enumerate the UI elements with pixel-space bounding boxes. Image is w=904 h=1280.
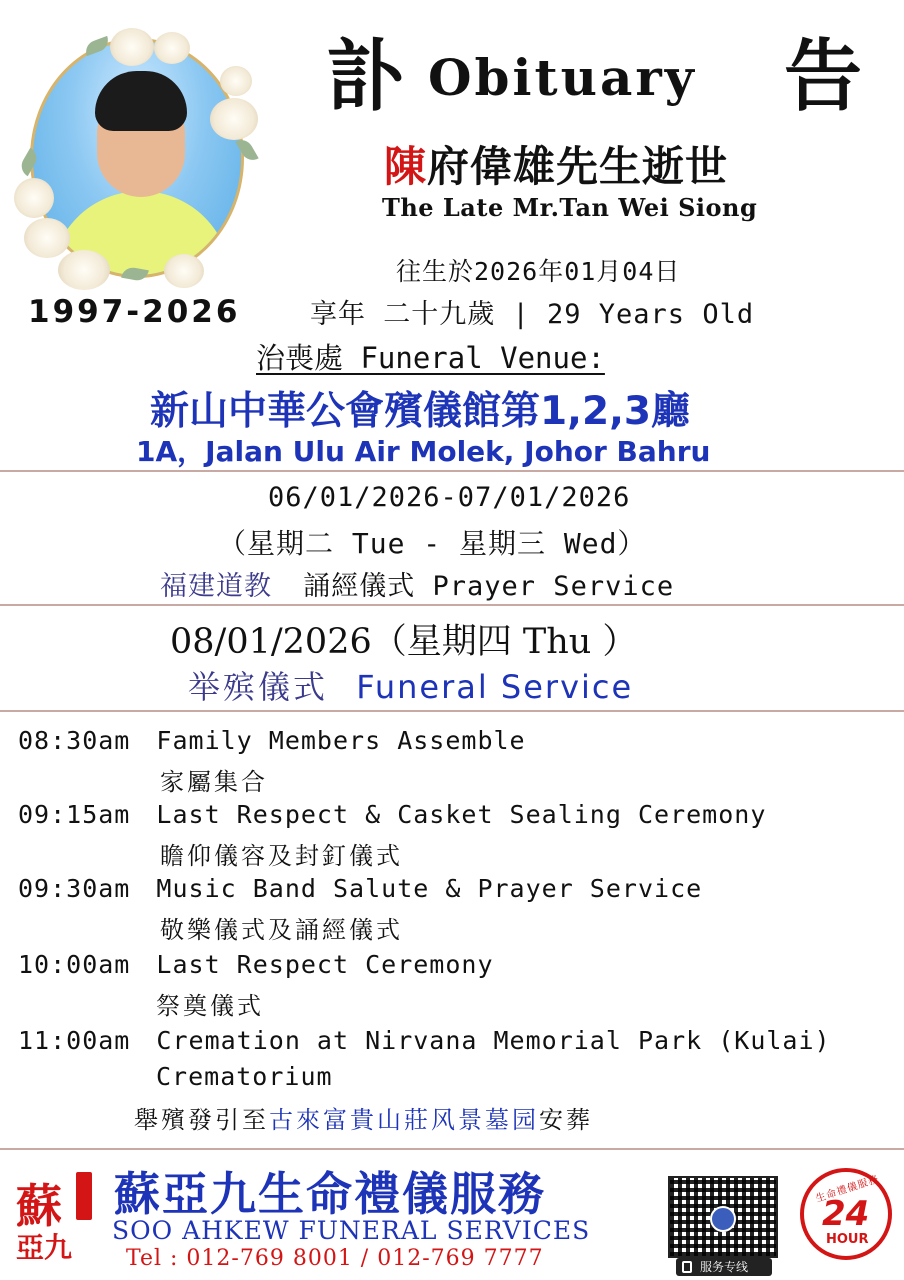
schedule-time: 11:00am xyxy=(18,1026,131,1055)
schedule-item xyxy=(18,800,766,829)
facebook-icon xyxy=(710,1206,736,1232)
venue-label: 治喪處 Funeral Venue: xyxy=(256,341,605,375)
logo-char-bottom: 亞九 xyxy=(16,1231,73,1264)
funeral-label-cn: 举殡儀式 xyxy=(188,668,329,706)
schedule-item xyxy=(18,950,494,979)
prayer-days: （星期二 Tue - 星期三 Wed） xyxy=(218,527,647,560)
logo-char-top: 蘇 xyxy=(16,1179,62,1233)
title-char-left: 訃 xyxy=(326,31,405,122)
badge-number: 24 xyxy=(822,1194,870,1234)
prayer-religion: 福建道教 xyxy=(160,571,272,602)
schedule-activity-cn: Crematorium xyxy=(156,1062,333,1091)
company-name-cn: 蘇亞九生命禮儀服務 xyxy=(114,1167,546,1221)
schedule-activity-en: Music Band Salute & Prayer Service xyxy=(156,874,703,903)
schedule-time: 09:30am xyxy=(18,874,131,903)
company-tel: Tel : 012-769 8001 / 012-769 7777 xyxy=(126,1246,544,1271)
burial-suffix: 安葬 xyxy=(539,1106,593,1134)
venue-address: 1A，Jalan Ulu Air Molek, Johor Bahru xyxy=(136,435,711,468)
page-title xyxy=(318,14,878,122)
schedule-activity-cn: 祭奠儀式 xyxy=(156,992,264,1020)
title-obituary: Obituary xyxy=(428,48,697,107)
section-divider xyxy=(0,604,904,606)
venue-name: 新山中華公會殯儀館第1,2,3廳 xyxy=(150,389,691,434)
schedule-time: 10:00am xyxy=(18,950,131,979)
flower-decoration xyxy=(210,98,258,140)
schedule-item xyxy=(18,874,702,903)
funeral-label xyxy=(188,662,633,708)
schedule-activity-en: Cremation at Nirvana Memorial Park (Kulai) xyxy=(156,1026,831,1055)
name-cn-rest: 府偉雄先生逝世 xyxy=(427,142,729,191)
schedule-activity-cn: 家屬集合 xyxy=(160,768,268,796)
prayer-dates: 06/01/2026-07/01/2026 xyxy=(268,482,631,513)
burial-place: 古來富貴山莊风景墓园 xyxy=(269,1106,539,1134)
prayer-service-line xyxy=(160,564,674,603)
badge-word: HOUR xyxy=(826,1232,869,1247)
burial-prefix: 舉殯發引至 xyxy=(134,1106,269,1134)
flower-decoration xyxy=(58,250,110,290)
phone-icon xyxy=(682,1261,692,1273)
portrait-frame xyxy=(14,28,260,290)
date-of-death: 往生於2026年01月04日 xyxy=(396,257,681,286)
qr-caption-bar xyxy=(676,1258,772,1276)
qr-code[interactable] xyxy=(668,1176,778,1258)
schedule-time: 08:30am xyxy=(18,726,131,755)
flower-decoration xyxy=(220,66,252,96)
age-line: 享年 二十九歲 | 29 Years Old xyxy=(310,299,755,330)
flower-decoration xyxy=(14,178,54,218)
title-char-right: 告 xyxy=(784,31,863,122)
flower-decoration xyxy=(164,254,204,288)
funeral-date: 08/01/2026（星期四 Thu ） xyxy=(170,622,638,662)
schedule-activity-en: Last Respect Ceremony xyxy=(156,950,494,979)
schedule-activity-en: Family Members Assemble xyxy=(156,726,526,755)
qr-caption: 服务专线 xyxy=(700,1260,749,1274)
flower-decoration xyxy=(154,32,190,64)
photo-hair xyxy=(95,71,187,131)
schedule-activity-en: Last Respect & Casket Sealing Ceremony xyxy=(156,800,767,829)
funeral-label-en: Funeral Service xyxy=(356,668,634,706)
schedule-activity-cn: 敬樂儀式及誦經儀式 xyxy=(160,916,403,944)
company-name-en: SOO AHKEW FUNERAL SERVICES xyxy=(112,1216,591,1245)
section-divider xyxy=(0,710,904,712)
deceased-name-cn xyxy=(384,134,728,194)
surname-char: 陳 xyxy=(384,142,428,191)
schedule-time: 09:15am xyxy=(18,800,131,829)
prayer-service-text: 誦經儀式 Prayer Service xyxy=(303,571,675,602)
burial-line xyxy=(134,1100,593,1135)
company-logo xyxy=(12,1170,102,1270)
deceased-name-en: The Late Mr.Tan Wei Siong xyxy=(382,193,758,222)
logo-seal xyxy=(76,1172,92,1220)
life-years: 1997-2026 xyxy=(28,294,241,330)
24-hour-badge xyxy=(800,1168,892,1260)
flower-decoration xyxy=(24,218,70,258)
schedule-item xyxy=(18,1026,831,1055)
flower-decoration xyxy=(110,28,154,66)
schedule-activity-cn: 瞻仰儀容及封釘儀式 xyxy=(160,842,403,870)
section-divider xyxy=(0,470,904,472)
badge-ring-text: 生命禮儀服務 xyxy=(814,1173,881,1205)
schedule-item xyxy=(18,726,526,755)
